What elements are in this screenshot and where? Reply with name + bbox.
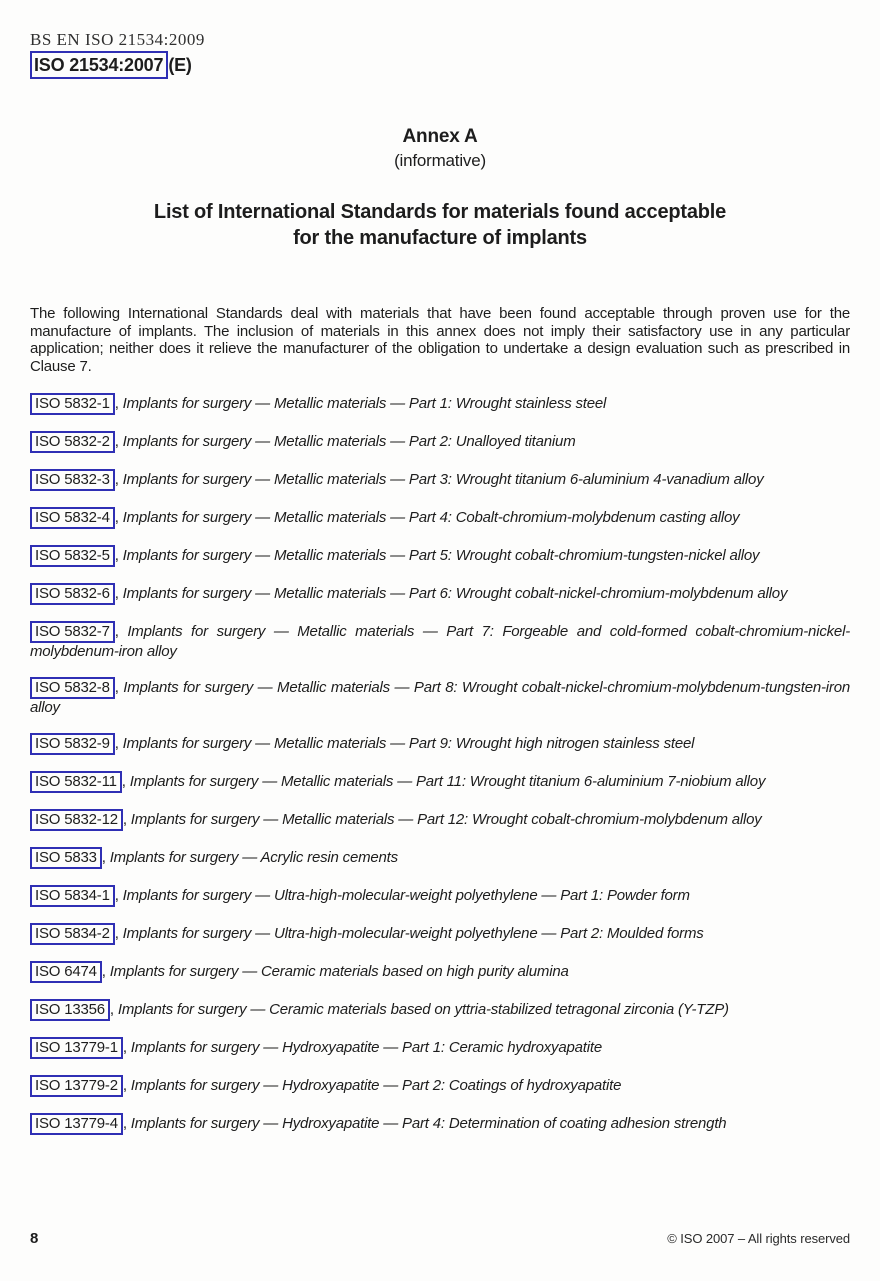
standard-ref-link[interactable]: ISO 5832-1 (30, 393, 115, 415)
intro-paragraph: The following International Standards deal with materials that have been found acceptable through proven use for the manufacture of implants. The inclusion of materials in this annex does not imply their satisfactory use in any particular application; neither does it relieve the manufacturer of the obligation to undertake a design evaluation such as prescribed in Clause 7. (30, 305, 850, 375)
standard-item: ISO 5832-8 , Implants for surgery — Metallic materials — Part 8: Wrought cobalt-nickel-chromium-molybdenum-tungsten-iron alloy (30, 679, 850, 716)
standard-title: Implants for surgery — Acrylic resin cements (109, 849, 398, 866)
standard-title: Implants for surgery — Metallic materials — Part 2: Unalloyed titanium (122, 433, 576, 450)
standard-title: Implants for surgery — Metallic materials — Part 11: Wrought titanium 6-aluminium 7-niobium alloy (129, 773, 766, 790)
standard-ref-link[interactable]: ISO 5832-4 (30, 507, 115, 529)
standard-item: ISO 5834-1 , Implants for surgery — Ultra-high-molecular-weight polyethylene — Part 1: Powder form (30, 885, 850, 907)
copyright-notice: © ISO 2007 – All rights reserved (667, 1231, 850, 1246)
standard-ref-link[interactable]: ISO 5834-1 (30, 885, 115, 907)
annex-heading-block (30, 125, 850, 173)
standard-ref-link[interactable]: ISO 5832-7 (30, 621, 115, 643)
standard-title: Implants for surgery — Ceramic materials based on yttria-stabilized tetragonal zirconia (Y-TZP) (117, 1001, 729, 1018)
standard-item: ISO 13779-1 , Implants for surgery — Hydroxyapatite — Part 1: Ceramic hydroxyapatite (30, 1037, 850, 1059)
standards-list (30, 393, 850, 1135)
standard-ref-link[interactable]: ISO 5832-2 (30, 431, 115, 453)
standard-item: ISO 5832-11 , Implants for surgery — Metallic materials — Part 11: Wrought titanium 6-aluminium 7-niobium alloy (30, 771, 850, 793)
annex-subtitle: (informative) (394, 151, 486, 170)
standard-title: Implants for surgery — Ceramic materials based on high purity alumina (109, 963, 569, 980)
page-footer (30, 1230, 850, 1247)
standard-item: ISO 5832-6 , Implants for surgery — Metallic materials — Part 6: Wrought cobalt-nickel-chromium-molybdenum alloy (30, 583, 850, 605)
standard-ref-link[interactable]: ISO 5832-6 (30, 583, 115, 605)
annex-main-heading (30, 199, 850, 251)
header-language-suffix: (E) (168, 55, 192, 75)
standard-ref-link[interactable]: ISO 5832-3 (30, 469, 115, 491)
standard-item: ISO 5832-5 , Implants for surgery — Metallic materials — Part 5: Wrought cobalt-chromium-tungsten-nickel alloy (30, 545, 850, 567)
standard-title: Implants for surgery — Hydroxyapatite — Part 4: Determination of coating adhesion strength (130, 1115, 727, 1132)
page-number: 8 (30, 1230, 39, 1247)
standard-title: Implants for surgery — Metallic materials — Part 6: Wrought cobalt-nickel-chromium-molybdenum alloy (122, 585, 788, 602)
standard-title: Implants for surgery — Metallic materials — Part 1: Wrought stainless steel (122, 395, 607, 412)
standard-title: Implants for surgery — Metallic materials — Part 5: Wrought cobalt-chromium-tungsten-nickel alloy (122, 547, 760, 564)
standard-ref-link[interactable]: ISO 6474 (30, 961, 102, 983)
page-header (30, 30, 850, 79)
standard-ref-link[interactable]: ISO 13356 (30, 999, 110, 1021)
standard-title: Implants for surgery — Hydroxyapatite — Part 1: Ceramic hydroxyapatite (130, 1039, 602, 1056)
standard-item: ISO 5832-2 , Implants for surgery — Metallic materials — Part 2: Unalloyed titanium (30, 431, 850, 453)
standard-item: ISO 5832-7 , Implants for surgery — Metallic materials — Part 7: Forgeable and cold-formed cobalt-chromium-nickel-molybdenum-iron alloy (30, 623, 850, 660)
standard-item: ISO 13779-2 , Implants for surgery — Hydroxyapatite — Part 2: Coatings of hydroxyapatite (30, 1075, 850, 1097)
standard-ref-link[interactable]: ISO 5834-2 (30, 923, 115, 945)
standard-item: ISO 5833 , Implants for surgery — Acrylic resin cements (30, 847, 850, 869)
standard-title: Implants for surgery — Metallic materials — Part 7: Forgeable and cold-formed cobalt-chromium-nickel-molybdenum-iron alloy (30, 623, 850, 660)
standard-designation-iso (30, 51, 850, 79)
standard-ref-link[interactable]: ISO 13779-2 (30, 1075, 123, 1097)
annex-title: Annex A (402, 126, 478, 147)
standard-title: Implants for surgery — Metallic materials — Part 3: Wrought titanium 6-aluminium 4-vanadium alloy (122, 471, 764, 488)
standard-item: ISO 5832-3 , Implants for surgery — Metallic materials — Part 3: Wrought titanium 6-aluminium 4-vanadium alloy (30, 469, 850, 491)
standard-item: ISO 5832-12 , Implants for surgery — Metallic materials — Part 12: Wrought cobalt-chromium-molybdenum alloy (30, 809, 850, 831)
standard-item: ISO 5832-9 , Implants for surgery — Metallic materials — Part 9: Wrought high nitrogen stainless steel (30, 733, 850, 755)
standard-item: ISO 5832-1 , Implants for surgery — Metallic materials — Part 1: Wrought stainless steel (30, 393, 850, 415)
standard-item: ISO 13356 , Implants for surgery — Ceramic materials based on yttria-stabilized tetragonal zirconia (Y-TZP) (30, 999, 850, 1021)
standard-designation-bs: BS EN ISO 21534:2009 (30, 30, 205, 49)
standard-ref-link[interactable]: ISO 13779-4 (30, 1113, 123, 1135)
standard-title: Implants for surgery — Ultra-high-molecular-weight polyethylene — Part 2: Moulded forms (122, 925, 704, 942)
standard-item: ISO 13779-4 , Implants for surgery — Hydroxyapatite — Part 4: Determination of coating adhesion strength (30, 1113, 850, 1135)
standard-ref-link[interactable]: ISO 13779-1 (30, 1037, 123, 1059)
standard-ref-link[interactable]: ISO 5833 (30, 847, 102, 869)
standard-title: Implants for surgery — Metallic materials — Part 4: Cobalt-chromium-molybdenum casting alloy (122, 509, 740, 526)
standard-item: ISO 5834-2 , Implants for surgery — Ultra-high-molecular-weight polyethylene — Part 2: Moulded forms (30, 923, 850, 945)
standard-ref-link[interactable]: ISO 5832-11 (30, 771, 122, 793)
standard-title: Implants for surgery — Metallic materials — Part 12: Wrought cobalt-chromium-molybdenum alloy (130, 811, 762, 828)
standard-title: Implants for surgery — Hydroxyapatite — Part 2: Coatings of hydroxyapatite (130, 1077, 622, 1094)
standard-ref-link[interactable]: ISO 5832-9 (30, 733, 115, 755)
standard-item: ISO 6474 , Implants for surgery — Ceramic materials based on high purity alumina (30, 961, 850, 983)
header-iso-ref-link[interactable]: ISO 21534:2007 (30, 51, 168, 79)
standard-title: Implants for surgery — Metallic materials — Part 8: Wrought cobalt-nickel-chromium-molybdenum-tungsten-iron alloy (30, 679, 850, 716)
heading-line-2: for the manufacture of implants (293, 227, 587, 249)
standard-ref-link[interactable]: ISO 5832-5 (30, 545, 115, 567)
heading-line-1: List of International Standards for materials found acceptable (153, 201, 727, 223)
standard-ref-link[interactable]: ISO 5832-12 (30, 809, 123, 831)
standard-item: ISO 5832-4 , Implants for surgery — Metallic materials — Part 4: Cobalt-chromium-molybdenum casting alloy (30, 507, 850, 529)
standard-ref-link[interactable]: ISO 5832-8 (30, 677, 115, 699)
standard-title: Implants for surgery — Ultra-high-molecular-weight polyethylene — Part 1: Powder form (122, 887, 690, 904)
standard-title: Implants for surgery — Metallic materials — Part 9: Wrought high nitrogen stainless steel (122, 735, 695, 752)
